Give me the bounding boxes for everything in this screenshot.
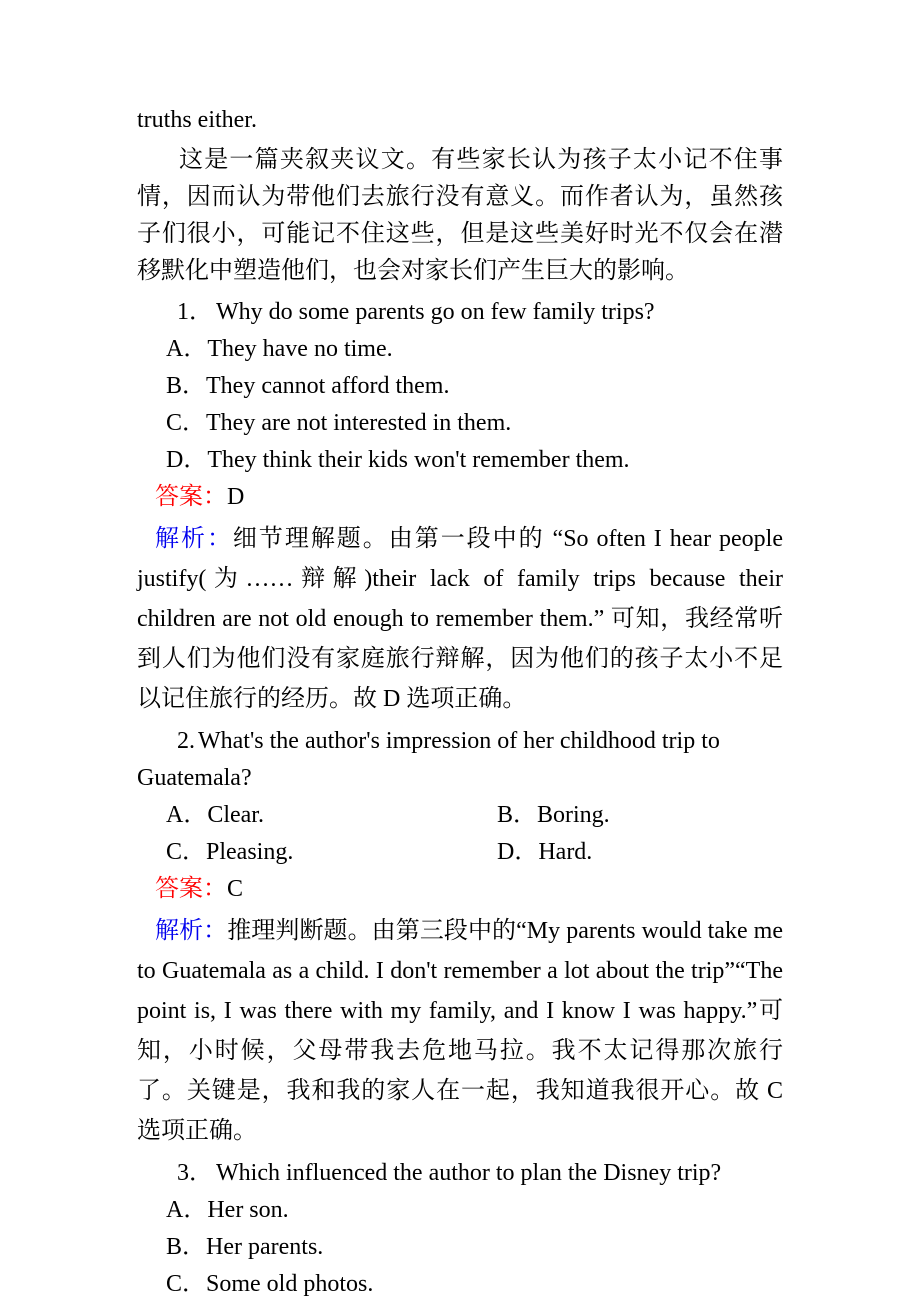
question-2-option-b: B．Boring. <box>497 802 610 828</box>
answer-value: C <box>227 876 244 902</box>
answer-label: 答案： <box>155 484 227 510</box>
question-1-analysis <box>137 519 783 719</box>
question-1-answer-line <box>137 479 783 516</box>
question-1 <box>137 294 783 331</box>
question-2-text: What's the author's impression of her childhood trip to Guatemala? <box>137 728 720 791</box>
question-2-option-a: A．Clear. <box>166 802 264 828</box>
question-2-option-row-1 <box>137 797 783 834</box>
answer-label: 答案： <box>155 876 227 902</box>
analysis-label: 解析： <box>155 918 228 944</box>
analysis-text: 推理判断题。由第三段中的“My parents would take me to Guatemala as a child. I don't remember a lot about the trip”“The point is, I was there with my family, and I know I was happy.”可知，小时候，父母带我去危地马拉。我不太记得那次旅行了。关键是，我和我的家人在一起，我知道我很开心。故 C 选项正确。 <box>137 918 784 1144</box>
question-block-1 <box>137 294 783 719</box>
question-1-text: Why do some parents go on few family trips? <box>216 299 655 325</box>
question-1-number: 1． <box>177 299 213 325</box>
answer-value: D <box>227 484 245 510</box>
question-2-option-d: D．Hard. <box>497 839 593 865</box>
question-3-number: 3． <box>177 1160 213 1186</box>
question-block-3 <box>137 1155 783 1302</box>
question-2-option-c: C．Pleasing. <box>166 839 294 865</box>
question-3-option-b: B．Her parents. <box>166 1234 324 1260</box>
paragraph-continuation: truths either. <box>137 107 257 133</box>
analysis-label: 解析： <box>155 526 233 552</box>
question-2-analysis <box>137 911 783 1151</box>
question-block-2 <box>137 723 783 1151</box>
question-3 <box>137 1155 783 1192</box>
question-2-answer-line <box>137 871 783 908</box>
question-2-number: 2. <box>177 728 195 754</box>
summary-paragraph: 这是一篇夹叙夹议文。有些家长认为孩子太小记不住事情，因而认为带他们去旅行没有意义。而作者认为，虽然孩子们很小，可能记不住这些，但是这些美好时光不仅会在潜移默化中塑造他们，也会对家长们产生巨大的影响。 <box>137 147 783 284</box>
question-2 <box>137 723 783 797</box>
question-1-option-a: A．They have no time. <box>166 336 393 362</box>
question-3-option-c: C．Some old photos. <box>166 1271 374 1297</box>
question-1-option-d: D．They think their kids won't remember them. <box>166 447 630 473</box>
question-3-text: Which influenced the author to plan the Disney trip? <box>216 1160 722 1186</box>
question-2-option-row-2 <box>137 834 783 871</box>
question-1-option-c: C．They are not interested in them. <box>166 410 512 436</box>
analysis-text: 细节理解题。由第一段中的 “So often I hear people justify(为……辩解)their lack of family trips because their children are not old enough to remember them.” 可知，我经常听到人们为他们没有家庭旅行辩解，因为他们的孩子太小不足以记住旅行的经历。故 D 选项正确。 <box>137 526 784 712</box>
question-3-option-a: A．Her son. <box>166 1197 289 1223</box>
question-1-option-b: B．They cannot afford them. <box>166 373 450 399</box>
